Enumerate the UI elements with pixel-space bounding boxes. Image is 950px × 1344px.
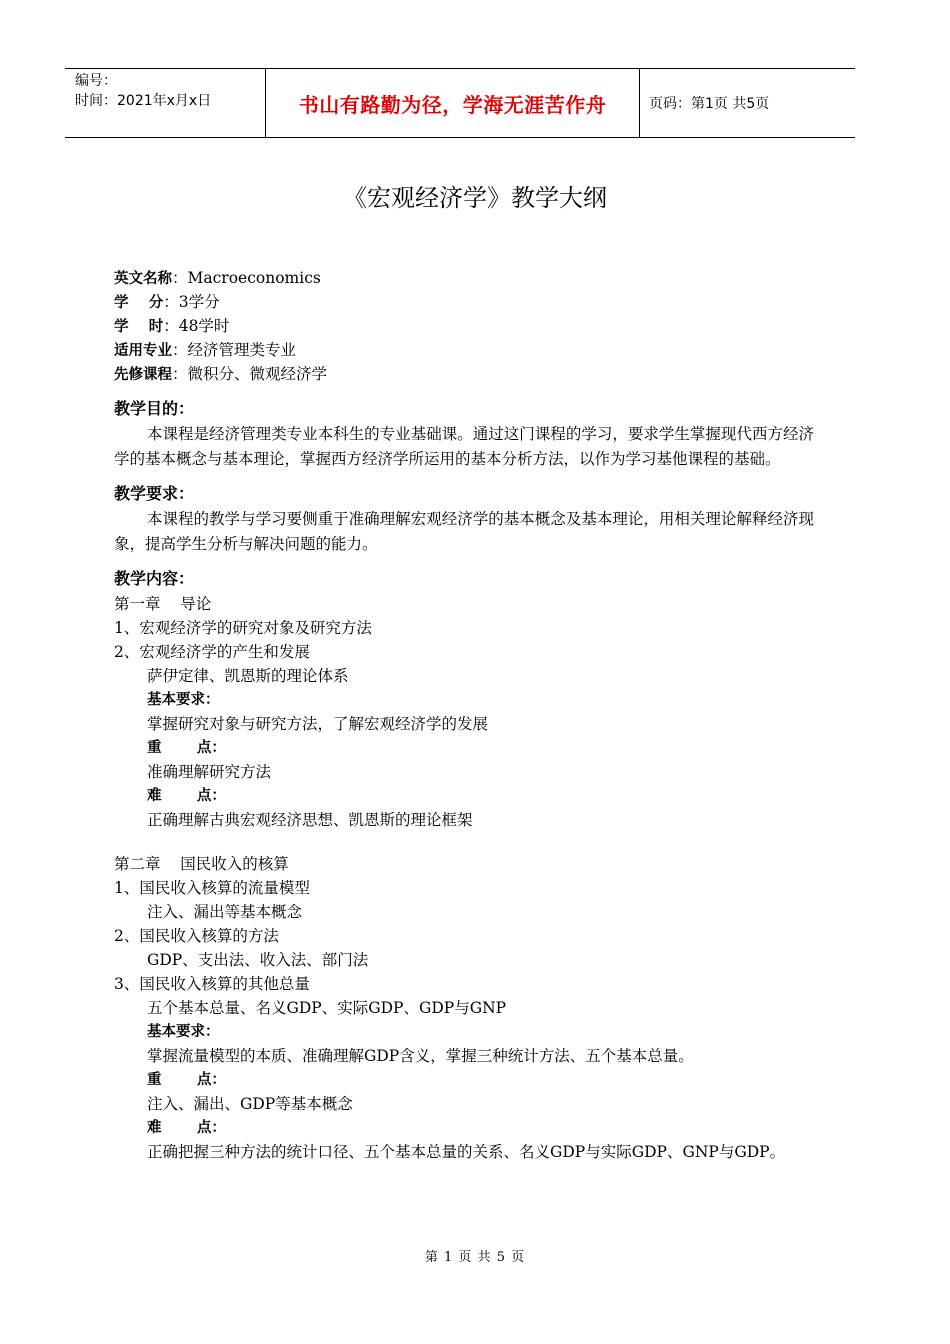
chapter-1-title: 第一章 导论 (114, 595, 212, 613)
meta-value: ：3学分 (163, 293, 220, 311)
chapter-1-item: 1、宏观经济学的研究对象及研究方法 (114, 619, 372, 637)
chapter-2-key: 注入、漏出、GDP等基本概念 (147, 1095, 353, 1113)
chapter-1-item: 2、宏观经济学的产生和发展 (114, 643, 310, 661)
chapter-2-requirement: 掌握流量模型的本质、准确理解GDP含义，掌握三种统计方法、五个基本总量。 (147, 1047, 694, 1065)
meta-credits (114, 290, 814, 314)
document-body (114, 266, 814, 1165)
chapter-2-item: 1、国民收入核算的流量模型 (114, 879, 310, 897)
chapter-2-key-label: 重 点： (147, 1072, 226, 1088)
meta-value: ：48学时 (163, 317, 230, 335)
chapter-1-requirement-label: 基本要求： (147, 692, 220, 708)
content-heading: 教学内容： (114, 569, 195, 588)
objective-heading: 教学目的： (114, 399, 195, 418)
header-motto-cell (266, 69, 640, 137)
meta-prerequisites (114, 362, 814, 386)
chapter-1-difficulty: 正确理解古典宏观经济思想、凯恩斯的理论框架 (147, 811, 473, 829)
meta-label: 英文名称 (114, 271, 172, 287)
meta-label: 适用专业 (114, 343, 172, 359)
meta-label: 学 时 (114, 319, 164, 335)
meta-value: ：经济管理类专业 (172, 341, 297, 359)
meta-value: ：微积分、微观经济学 (172, 365, 328, 383)
page-footer: 第 1 页 共 5 页 (424, 1250, 526, 1265)
chapter-1-key: 准确理解研究方法 (147, 763, 272, 781)
spacer (114, 832, 814, 852)
chapter-1-key-label: 重 点： (147, 740, 226, 756)
header-left-cell (65, 69, 266, 137)
meta-value: ：Macroeconomics (172, 269, 321, 287)
chapter-2-item: 2、国民收入核算的方法 (114, 927, 279, 945)
header-table (65, 68, 855, 138)
document-number-label: 编号： (75, 73, 117, 89)
chapter-1-difficulty-label: 难 点： (147, 788, 226, 804)
chapter-2-requirement-label: 基本要求： (147, 1024, 220, 1040)
document-title: 《宏观经济学》教学大纲 (343, 184, 607, 212)
meta-english-name (114, 266, 814, 290)
chapter-2-difficulty: 正确把握三种方法的统计口径、五个基本总量的关系、名义GDP与实际GDP、GNP与GDP。 (147, 1143, 786, 1161)
requirement-text: 本课程的教学与学习要侧重于准确理解宏观经济学的基本概念及基本理论，用相关理论解释经济现象，提高学生分析与解决问题的能力。 (114, 510, 814, 553)
chapter-2-item: 3、国民收入核算的其他总量 (114, 975, 310, 993)
header-page-cell (640, 69, 855, 137)
chapter-1-item-detail: 萨伊定律、凯恩斯的理论体系 (147, 667, 349, 685)
meta-major (114, 338, 814, 362)
chapter-2-title: 第二章 国民收入的核算 (114, 855, 289, 873)
document-time: 时间：2021年x月x日 (75, 93, 212, 109)
chapter-2-item-detail: 注入、漏出等基本概念 (147, 903, 303, 921)
meta-label: 先修课程 (114, 367, 172, 383)
chapter-2-item-detail: GDP、支出法、收入法、部门法 (147, 951, 369, 969)
chapter-2-difficulty-label: 难 点： (147, 1120, 226, 1136)
requirement-heading: 教学要求： (114, 484, 195, 503)
objective-text: 本课程是经济管理类专业本科生的专业基础课。通过这门课程的学习，要求学生掌握现代西方经济学的基本概念与基本理论，掌握西方经济学所运用的基本分析方法，以作为学习基他课程的基础。 (114, 425, 814, 468)
meta-label: 学 分 (114, 295, 164, 311)
meta-hours (114, 314, 814, 338)
header-page-info: 页码：第1页 共5页 (649, 96, 770, 112)
chapter-2-item-detail: 五个基本总量、名义GDP、实际GDP、GDP与GNP (147, 999, 507, 1017)
chapter-1-requirement: 掌握研究对象与研究方法，了解宏观经济学的发展 (147, 715, 489, 733)
header-motto: 书山有路勤为径，学海无涯苦作舟 (298, 92, 607, 117)
